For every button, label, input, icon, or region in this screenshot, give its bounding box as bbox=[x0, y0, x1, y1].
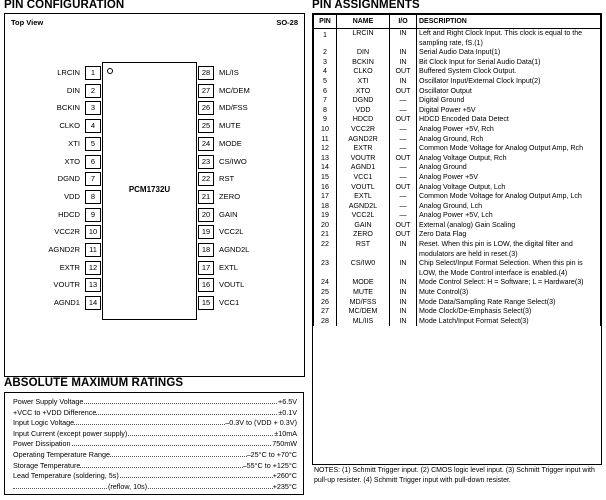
rating-value: –55°C to +125°C bbox=[242, 460, 297, 470]
pin-assign-table bbox=[313, 14, 601, 326]
rating-row bbox=[13, 429, 297, 438]
table-row bbox=[314, 96, 601, 106]
table-row bbox=[314, 77, 601, 87]
pin-number: 18 bbox=[198, 243, 214, 257]
table-row bbox=[314, 221, 601, 231]
pin-left-7 bbox=[5, 172, 105, 186]
io-cell: IN bbox=[390, 48, 417, 58]
io-cell: IN bbox=[390, 77, 417, 87]
pin-cell: 21 bbox=[314, 230, 337, 240]
description-cell: Analog Power +5V, Lch bbox=[417, 211, 601, 221]
pin-cell: 22 bbox=[314, 240, 337, 259]
pin-left-9 bbox=[5, 208, 105, 222]
pin-number: 21 bbox=[198, 190, 214, 204]
rating-name: Power Supply Voltage bbox=[13, 397, 84, 406]
pin-label: VCC1 bbox=[219, 298, 240, 308]
package-label: SO-28 bbox=[276, 18, 298, 27]
pin-label: AGND2R bbox=[48, 245, 80, 254]
pin-assign-heading: PIN ASSIGNMENTS bbox=[312, 0, 420, 11]
io-cell: — bbox=[390, 125, 417, 135]
io-cell: IN bbox=[390, 317, 417, 327]
ratings-heading: ABSOLUTE MAXIMUM RATINGS bbox=[4, 377, 184, 389]
table-row bbox=[314, 173, 601, 183]
pin-right-23 bbox=[195, 155, 300, 169]
pin-cell: 12 bbox=[314, 144, 337, 154]
table-row bbox=[314, 230, 601, 240]
pin-right-16 bbox=[195, 278, 300, 292]
pin-label: MODE bbox=[219, 138, 242, 148]
pin-config-heading: PIN CONFIGURATION bbox=[4, 0, 125, 11]
pin-left-10 bbox=[5, 225, 105, 239]
pin-number: 7 bbox=[85, 172, 101, 186]
pin-assign-notes: NOTES: (1) Schmitt Trigger input. (2) CMOS logic level input. (3) Schmitt Trigger input with pull-up resister. (4) Schmitt Trigger input with pull-down resister. bbox=[314, 467, 595, 484]
pin-number: 26 bbox=[198, 101, 214, 115]
rating-name: Lead Temperature (soldering, 5s) bbox=[13, 471, 119, 481]
pin-label: DGND bbox=[57, 174, 80, 184]
description-cell: Analog Ground, Lch bbox=[417, 202, 601, 212]
name-cell: LRCIN bbox=[337, 29, 390, 49]
pin-label: ZERO bbox=[219, 191, 241, 201]
name-cell: MD/FSS bbox=[337, 298, 390, 308]
pin-cell: 3 bbox=[314, 58, 337, 68]
description-cell: Common Mode Voltage for Analog Output Amp, Lch bbox=[417, 192, 601, 202]
io-cell: IN bbox=[390, 278, 417, 288]
pin-cell: 6 bbox=[314, 87, 337, 97]
io-cell: IN bbox=[390, 240, 417, 259]
name-cell: EXTL bbox=[337, 192, 390, 202]
pin-cell: 8 bbox=[314, 106, 337, 116]
pin-cell: 20 bbox=[314, 221, 337, 231]
pin-cell: 14 bbox=[314, 163, 337, 173]
description-cell: Digital Power +5V bbox=[417, 106, 601, 116]
table-row bbox=[314, 48, 601, 58]
rating-row bbox=[13, 408, 297, 417]
description-cell: Common Mode Voltage for Analog Output Amp, Rch bbox=[417, 144, 601, 154]
name-cell: MC/DEM bbox=[337, 307, 390, 317]
name-cell: AGND2R bbox=[337, 135, 390, 145]
pin1-marker-icon bbox=[107, 68, 113, 74]
rating-value: ±10mA bbox=[274, 428, 297, 438]
col-pin: PIN bbox=[314, 15, 337, 29]
pin-cell: 13 bbox=[314, 154, 337, 164]
pin-left-14 bbox=[5, 296, 105, 310]
pin-right-25 bbox=[195, 119, 300, 133]
pin-left-13 bbox=[5, 278, 105, 292]
io-cell: — bbox=[390, 96, 417, 106]
name-cell: AGND2L bbox=[337, 202, 390, 212]
pin-number: 2 bbox=[85, 84, 101, 98]
description-cell: External (analog) Gain Scaling bbox=[417, 221, 601, 231]
pin-right-19 bbox=[195, 225, 300, 239]
table-row bbox=[314, 58, 601, 68]
io-cell: IN bbox=[390, 58, 417, 68]
rating-row bbox=[13, 461, 297, 470]
pin-label: BCKIN bbox=[56, 103, 80, 113]
pin-right-22 bbox=[195, 172, 300, 186]
name-cell: DIN bbox=[337, 48, 390, 58]
io-cell: IN bbox=[390, 259, 417, 278]
pin-number: 22 bbox=[198, 172, 214, 186]
pin-right-18 bbox=[195, 243, 300, 257]
col-io: I/O bbox=[390, 15, 417, 29]
pin-cell: 27 bbox=[314, 307, 337, 317]
table-row bbox=[314, 288, 601, 298]
rating-row bbox=[13, 471, 297, 480]
pin-label: EXTL bbox=[219, 262, 238, 272]
pin-number: 28 bbox=[198, 66, 214, 80]
rating-name: Input Current (except power supply) bbox=[13, 428, 128, 438]
description-cell: Reset. When this pin is LOW, the digital filter and modulators are held in reset.(3) bbox=[417, 240, 601, 259]
pin-left-8 bbox=[5, 190, 105, 204]
pin-label: VOUTL bbox=[219, 280, 245, 290]
description-cell: Analog Ground, Rch bbox=[417, 135, 601, 145]
pin-number: 16 bbox=[198, 278, 214, 292]
pin-number: 8 bbox=[85, 190, 101, 204]
pin-number: 19 bbox=[198, 225, 214, 239]
pin-cell: 10 bbox=[314, 125, 337, 135]
table-row bbox=[314, 67, 601, 77]
pin-right-28 bbox=[195, 66, 300, 80]
description-cell: Mode Control Select: H = Software; L = Hardware(3) bbox=[417, 278, 601, 288]
pin-cell: 1 bbox=[314, 29, 337, 49]
pin-number: 4 bbox=[85, 119, 101, 133]
rating-row bbox=[13, 439, 297, 448]
pin-label: RST bbox=[219, 174, 235, 184]
pin-label: DIN bbox=[66, 85, 80, 95]
io-cell: IN bbox=[390, 288, 417, 298]
rating-row bbox=[13, 397, 297, 406]
pin-number: 9 bbox=[85, 208, 101, 222]
pin-label: MC/DEM bbox=[219, 85, 250, 95]
io-cell: — bbox=[390, 106, 417, 116]
io-cell: — bbox=[390, 135, 417, 145]
pin-number: 25 bbox=[198, 119, 214, 133]
name-cell: BCKIN bbox=[337, 58, 390, 68]
io-cell: OUT bbox=[390, 183, 417, 193]
io-cell: OUT bbox=[390, 221, 417, 231]
name-cell: GAIN bbox=[337, 221, 390, 231]
pin-right-15 bbox=[195, 296, 300, 310]
name-cell: ML/IIS bbox=[337, 317, 390, 327]
io-cell: OUT bbox=[390, 154, 417, 164]
pin-right-24 bbox=[195, 137, 300, 151]
io-cell: — bbox=[390, 202, 417, 212]
rating-value: +260°C bbox=[272, 471, 297, 481]
pin-label: VCC2L bbox=[219, 227, 244, 237]
name-cell: VOUTR bbox=[337, 154, 390, 164]
rating-value: ±0.1V bbox=[278, 407, 297, 417]
table-row bbox=[314, 192, 601, 202]
pin-number: 27 bbox=[198, 84, 214, 98]
pin-label: VCC2R bbox=[54, 227, 80, 237]
description-cell: Analog Power +5V bbox=[417, 173, 601, 183]
pin-label: AGND1 bbox=[53, 298, 80, 308]
rating-value: +235°C bbox=[272, 481, 297, 491]
pin-cell: 28 bbox=[314, 317, 337, 327]
pin-cell: 16 bbox=[314, 183, 337, 193]
pin-config-box bbox=[4, 13, 305, 377]
table-row bbox=[314, 29, 601, 49]
name-cell: DGND bbox=[337, 96, 390, 106]
pin-label: AGND2L bbox=[219, 245, 250, 254]
table-row bbox=[314, 259, 601, 278]
table-row bbox=[314, 163, 601, 173]
pin-number: 5 bbox=[85, 137, 101, 151]
pin-label: CLKO bbox=[59, 121, 80, 131]
io-cell: IN bbox=[390, 298, 417, 308]
pin-left-12 bbox=[5, 261, 105, 275]
col-name: NAME bbox=[337, 15, 390, 29]
pin-label: MD/FSS bbox=[219, 103, 248, 113]
pin-label: ML/IS bbox=[219, 68, 239, 77]
pin-number: 17 bbox=[198, 261, 214, 275]
pin-cell: 11 bbox=[314, 135, 337, 145]
pin-number: 23 bbox=[198, 155, 214, 169]
pin-cell: 15 bbox=[314, 173, 337, 183]
pin-cell: 2 bbox=[314, 48, 337, 58]
io-cell: OUT bbox=[390, 115, 417, 125]
description-cell: Mode Latch/Input Format Select(3) bbox=[417, 317, 601, 327]
pin-left-3 bbox=[5, 101, 105, 115]
pin-right-21 bbox=[195, 190, 300, 204]
name-cell: MUTE bbox=[337, 288, 390, 298]
rating-row bbox=[13, 418, 297, 427]
name-cell: ZERO bbox=[337, 230, 390, 240]
pin-label: VOUTR bbox=[53, 280, 80, 290]
table-row bbox=[314, 154, 601, 164]
name-cell: VOUTL bbox=[337, 183, 390, 193]
pin-left-5 bbox=[5, 137, 105, 151]
io-cell: IN bbox=[390, 29, 417, 49]
pin-label: CS/IWO bbox=[219, 156, 247, 166]
rating-name: +VCC to +VDD Difference bbox=[13, 407, 97, 417]
pin-label: VDD bbox=[63, 191, 80, 201]
description-cell: Analog Ground bbox=[417, 163, 601, 173]
pin-right-20 bbox=[195, 208, 300, 222]
description-cell: Chip Select/Input Format Selection. When this pin is LOW, the Mode Control interface is enabled.(4) bbox=[417, 259, 601, 278]
table-row bbox=[314, 183, 601, 193]
pin-number: 24 bbox=[198, 137, 214, 151]
pin-cell: 7 bbox=[314, 96, 337, 106]
rating-value: –0.3V to (VDD + 0.3V) bbox=[225, 418, 297, 428]
chip-name: PCM1732U bbox=[128, 185, 171, 194]
pin-right-27 bbox=[195, 84, 300, 98]
name-cell: AGND1 bbox=[337, 163, 390, 173]
description-cell: Left and Right Clock Input. This clock is equal to the sampling rate, fS.(1) bbox=[417, 29, 601, 49]
pin-cell: 25 bbox=[314, 288, 337, 298]
pin-label: MUTE bbox=[219, 121, 241, 131]
pin-number: 11 bbox=[85, 243, 101, 257]
pin-number: 6 bbox=[85, 155, 101, 169]
io-cell: — bbox=[390, 163, 417, 173]
pin-assign-box bbox=[312, 13, 602, 465]
io-cell: OUT bbox=[390, 230, 417, 240]
table-row bbox=[314, 317, 601, 327]
io-cell: — bbox=[390, 173, 417, 183]
pin-left-4 bbox=[5, 119, 105, 133]
table-row bbox=[314, 307, 601, 317]
table-row bbox=[314, 144, 601, 154]
pin-right-17 bbox=[195, 261, 300, 275]
rating-name: Input Logic Voltage bbox=[13, 418, 75, 428]
table-row bbox=[314, 87, 601, 97]
pin-cell: 4 bbox=[314, 67, 337, 77]
ratings-box bbox=[4, 392, 304, 495]
pin-cell: 18 bbox=[314, 202, 337, 212]
io-cell: OUT bbox=[390, 67, 417, 77]
description-cell: Mute Control(3) bbox=[417, 288, 601, 298]
rating-row bbox=[13, 482, 297, 491]
description-cell: HDCD Encoded Data Detect bbox=[417, 115, 601, 125]
name-cell: VCC2R bbox=[337, 125, 390, 135]
description-cell: Serial Audio Data Input(1) bbox=[417, 48, 601, 58]
table-row bbox=[314, 278, 601, 288]
description-cell: Mode Clock/De-Emphasis Select(3) bbox=[417, 307, 601, 317]
pin-number: 14 bbox=[85, 296, 101, 310]
io-cell: — bbox=[390, 144, 417, 154]
pin-number: 3 bbox=[85, 101, 101, 115]
name-cell: RST bbox=[337, 240, 390, 259]
rating-value: +6.5V bbox=[278, 397, 297, 406]
pin-cell: 23 bbox=[314, 259, 337, 278]
rating-name: Power Dissipation bbox=[13, 439, 71, 449]
name-cell: VDD bbox=[337, 106, 390, 116]
pin-label: XTO bbox=[64, 156, 80, 166]
pin-cell: 5 bbox=[314, 77, 337, 87]
table-row bbox=[314, 240, 601, 259]
chip-body bbox=[102, 62, 197, 320]
rating-name: Storage Temperature bbox=[13, 460, 81, 470]
table-row bbox=[314, 202, 601, 212]
rating-row bbox=[13, 450, 297, 459]
pin-cell: 17 bbox=[314, 192, 337, 202]
pin-cell: 26 bbox=[314, 298, 337, 308]
rating-value: 750mW bbox=[272, 439, 297, 449]
description-cell: Analog Voltage Output, Rch bbox=[417, 154, 601, 164]
description-cell: Zero Data Flag bbox=[417, 230, 601, 240]
pin-number: 20 bbox=[198, 208, 214, 222]
io-cell: OUT bbox=[390, 87, 417, 97]
pin-cell: 19 bbox=[314, 211, 337, 221]
pin-left-1 bbox=[5, 66, 105, 80]
pin-label: HDCD bbox=[58, 209, 80, 219]
description-cell: Analog Voltage Output, Lch bbox=[417, 183, 601, 193]
name-cell: XTO bbox=[337, 87, 390, 97]
io-cell: — bbox=[390, 211, 417, 221]
description-cell: Bit Clock Input for Serial Audio Data(1) bbox=[417, 58, 601, 68]
description-cell: Digital Ground bbox=[417, 96, 601, 106]
table-row bbox=[314, 115, 601, 125]
name-cell: EXTR bbox=[337, 144, 390, 154]
col-description: DESCRIPTION bbox=[417, 15, 601, 29]
table-row bbox=[314, 298, 601, 308]
pin-left-2 bbox=[5, 84, 105, 98]
pin-number: 15 bbox=[198, 296, 214, 310]
table-row bbox=[314, 211, 601, 221]
description-cell: Mode Data/Sampling Rate Range Select(3) bbox=[417, 298, 601, 308]
rating-name: (reflow, 10s) bbox=[108, 481, 148, 491]
name-cell: MODE bbox=[337, 278, 390, 288]
pin-number: 1 bbox=[85, 66, 101, 80]
pin-left-11 bbox=[5, 243, 105, 257]
pin-assign-body bbox=[314, 29, 601, 327]
name-cell: HDCD bbox=[337, 115, 390, 125]
description-cell: Oscillator Input/External Clock Input(2) bbox=[417, 77, 601, 87]
leader-dots bbox=[13, 488, 297, 489]
rating-value: –25°C to +70°C bbox=[246, 450, 297, 459]
name-cell: CS/IW0 bbox=[337, 259, 390, 278]
pin-right-26 bbox=[195, 101, 300, 115]
name-cell: VCC2L bbox=[337, 211, 390, 221]
name-cell: CLKO bbox=[337, 67, 390, 77]
rating-name: Operating Temperature Range bbox=[13, 450, 110, 459]
top-view-label: Top View bbox=[11, 18, 44, 27]
pin-number: 12 bbox=[85, 261, 101, 275]
pin-cell: 24 bbox=[314, 278, 337, 288]
table-row bbox=[314, 135, 601, 145]
pin-cell: 9 bbox=[314, 115, 337, 125]
table-row bbox=[314, 125, 601, 135]
name-cell: VCC1 bbox=[337, 173, 390, 183]
table-row bbox=[314, 106, 601, 116]
description-cell: Buffered System Clock Output. bbox=[417, 67, 601, 77]
description-cell: Analog Power +5V, Rch bbox=[417, 125, 601, 135]
name-cell: XTI bbox=[337, 77, 390, 87]
io-cell: — bbox=[390, 192, 417, 202]
description-cell: Oscillator Output bbox=[417, 87, 601, 97]
pin-number: 13 bbox=[85, 278, 101, 292]
pin-label: LRCIN bbox=[57, 68, 80, 77]
pin-number: 10 bbox=[85, 225, 101, 239]
pin-label: XTI bbox=[68, 138, 80, 148]
io-cell: IN bbox=[390, 307, 417, 317]
pin-label: GAIN bbox=[219, 209, 238, 219]
pin-left-6 bbox=[5, 155, 105, 169]
pin-label: EXTR bbox=[59, 262, 80, 272]
